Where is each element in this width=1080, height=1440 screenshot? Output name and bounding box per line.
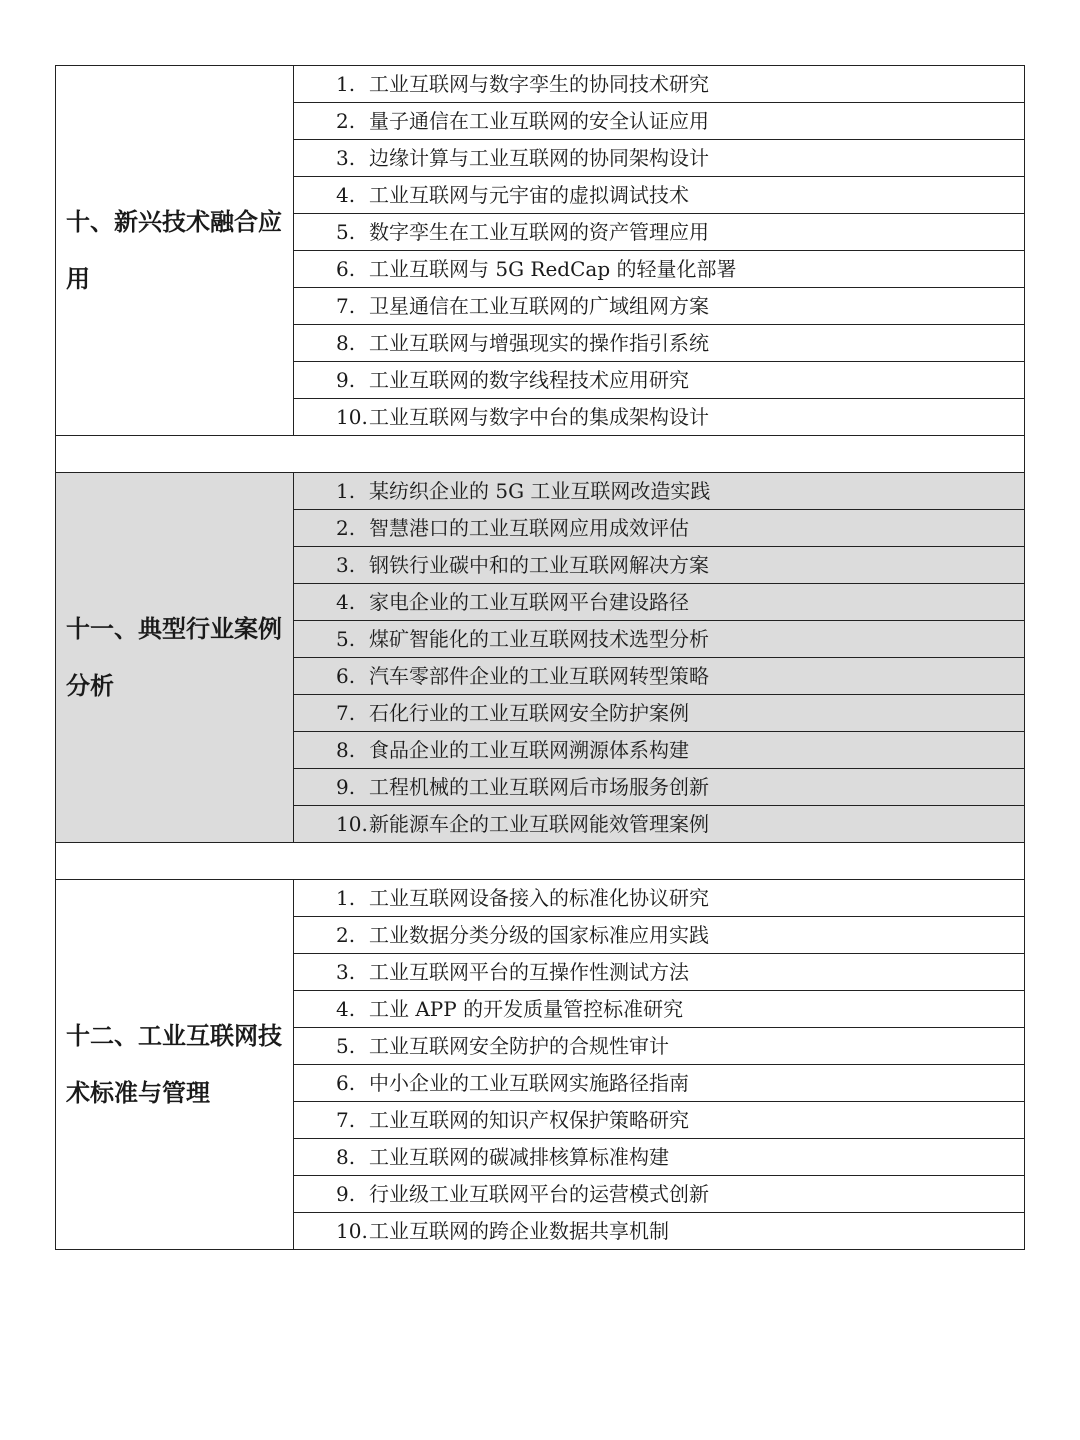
topic-number: 7. xyxy=(336,1107,356,1132)
table-row xyxy=(56,880,1025,917)
topic-text: 边缘计算与工业互联网的协同架构设计 xyxy=(369,145,709,170)
topic-number: 2. xyxy=(336,515,356,540)
topic-text: 工程机械的工业互联网后市场服务创新 xyxy=(369,774,709,799)
topic-item xyxy=(294,473,1025,510)
topic-item xyxy=(294,547,1025,584)
topic-text: 工业互联网与增强现实的操作指引系统 xyxy=(369,330,709,355)
topic-item xyxy=(294,880,1025,917)
topic-text: 中小企业的工业互联网实施路径指南 xyxy=(369,1070,689,1095)
topic-text: 工业互联网设备接入的标准化协议研究 xyxy=(369,885,709,910)
topic-item xyxy=(294,584,1025,621)
section-title: 十二、工业互联网技术标准与管理 xyxy=(56,880,294,1250)
section-title: 十、新兴技术融合应用 xyxy=(56,66,294,436)
topic-number: 9. xyxy=(336,774,356,799)
topic-text: 钢铁行业碳中和的工业互联网解决方案 xyxy=(369,552,709,577)
spacer-cell xyxy=(56,843,1025,880)
topic-text: 新能源车企的工业互联网能效管理案例 xyxy=(369,811,709,836)
topic-item xyxy=(294,140,1025,177)
section-spacer-row xyxy=(56,436,1025,473)
topic-number: 9. xyxy=(336,1181,356,1206)
topic-number: 7. xyxy=(336,293,356,318)
topic-number: 2. xyxy=(336,108,356,133)
topic-text: 工业互联网与数字中台的集成架构设计 xyxy=(369,404,709,429)
topic-item xyxy=(294,103,1025,140)
topic-number: 8. xyxy=(336,737,356,762)
topic-number: 10. xyxy=(336,811,368,836)
topic-number: 5. xyxy=(336,1033,356,1058)
topic-text: 智慧港口的工业互联网应用成效评估 xyxy=(369,515,689,540)
topic-text: 工业互联网的碳减排核算标准构建 xyxy=(369,1144,669,1169)
topic-text: 工业互联网与元宇宙的虚拟调试技术 xyxy=(369,182,689,207)
topic-item xyxy=(294,325,1025,362)
topic-number: 10. xyxy=(336,404,368,429)
topic-text: 工业 APP 的开发质量管控标准研究 xyxy=(369,996,684,1021)
topic-number: 4. xyxy=(336,589,356,614)
topic-item xyxy=(294,66,1025,103)
topic-item xyxy=(294,1102,1025,1139)
topic-text: 煤矿智能化的工业互联网技术选型分析 xyxy=(369,626,709,651)
topic-text: 汽车零部件企业的工业互联网转型策略 xyxy=(369,663,709,688)
topic-text: 某纺织企业的 5G 工业互联网改造实践 xyxy=(369,478,711,503)
topic-text: 工业数据分类分级的国家标准应用实践 xyxy=(369,922,709,947)
topic-item xyxy=(294,1139,1025,1176)
topic-item xyxy=(294,362,1025,399)
topic-text: 家电企业的工业互联网平台建设路径 xyxy=(369,589,689,614)
topic-number: 9. xyxy=(336,367,356,392)
topic-number: 8. xyxy=(336,330,356,355)
topic-item xyxy=(294,658,1025,695)
topic-number: 3. xyxy=(336,145,356,170)
topic-item xyxy=(294,251,1025,288)
topic-item xyxy=(294,917,1025,954)
topic-item xyxy=(294,214,1025,251)
topic-item xyxy=(294,954,1025,991)
topic-number: 4. xyxy=(336,996,356,1021)
topic-item xyxy=(294,399,1025,436)
topic-item xyxy=(294,1028,1025,1065)
topic-text: 工业互联网平台的互操作性测试方法 xyxy=(369,959,689,984)
topic-number: 6. xyxy=(336,256,356,281)
spacer-cell xyxy=(56,436,1025,473)
topic-text: 工业互联网与 5G RedCap 的轻量化部署 xyxy=(369,256,737,281)
topic-text: 数字孪生在工业互联网的资产管理应用 xyxy=(369,219,709,244)
topic-item xyxy=(294,991,1025,1028)
topic-text: 食品企业的工业互联网溯源体系构建 xyxy=(369,737,689,762)
section-title: 十一、典型行业案例分析 xyxy=(56,473,294,843)
topic-number: 5. xyxy=(336,219,356,244)
topic-text: 行业级工业互联网平台的运营模式创新 xyxy=(369,1181,709,1206)
topic-number: 1. xyxy=(336,885,356,910)
topic-text: 卫星通信在工业互联网的广域组网方案 xyxy=(369,293,709,318)
topic-item xyxy=(294,695,1025,732)
topic-item xyxy=(294,732,1025,769)
topic-number: 2. xyxy=(336,922,356,947)
topic-number: 10. xyxy=(336,1218,368,1243)
topic-number: 3. xyxy=(336,959,356,984)
topic-number: 5. xyxy=(336,626,356,651)
topic-table-body xyxy=(56,66,1025,1250)
topic-item xyxy=(294,769,1025,806)
topic-number: 1. xyxy=(336,71,356,96)
topic-item xyxy=(294,806,1025,843)
section-spacer-row xyxy=(56,843,1025,880)
topic-text: 工业互联网的知识产权保护策略研究 xyxy=(369,1107,689,1132)
topic-item xyxy=(294,1213,1025,1250)
topic-table xyxy=(55,65,1025,1250)
table-row xyxy=(56,66,1025,103)
topic-text: 工业互联网的跨企业数据共享机制 xyxy=(369,1218,669,1243)
topic-text: 量子通信在工业互联网的安全认证应用 xyxy=(369,108,709,133)
topic-text: 工业互联网与数字孪生的协同技术研究 xyxy=(369,71,709,96)
topic-item xyxy=(294,621,1025,658)
topic-number: 6. xyxy=(336,1070,356,1095)
topic-number: 1. xyxy=(336,478,356,503)
table-row xyxy=(56,473,1025,510)
topic-number: 7. xyxy=(336,700,356,725)
topic-item xyxy=(294,510,1025,547)
topic-item xyxy=(294,177,1025,214)
topic-text: 工业互联网的数字线程技术应用研究 xyxy=(369,367,689,392)
topic-item xyxy=(294,1176,1025,1213)
topic-number: 8. xyxy=(336,1144,356,1169)
topic-number: 4. xyxy=(336,182,356,207)
topic-text: 石化行业的工业互联网安全防护案例 xyxy=(369,700,689,725)
topic-number: 3. xyxy=(336,552,356,577)
topic-item xyxy=(294,1065,1025,1102)
topic-item xyxy=(294,288,1025,325)
topic-number: 6. xyxy=(336,663,356,688)
topic-text: 工业互联网安全防护的合规性审计 xyxy=(369,1033,669,1058)
